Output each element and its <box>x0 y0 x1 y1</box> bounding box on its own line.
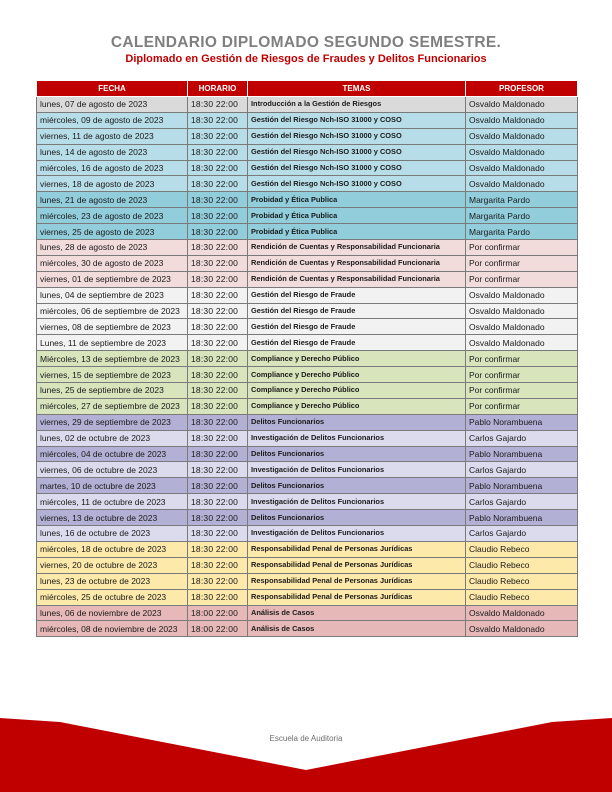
date-cell: lunes, 07 de agosto de 2023 <box>37 97 188 113</box>
time-cell: 18:30 22:00 <box>188 351 248 367</box>
time-cell: 18:30 22:00 <box>188 303 248 319</box>
topic-cell: Compliance y Derecho Público <box>248 351 466 367</box>
topic-cell: Gestión del Riesgo Nch-ISO 31000 y COSO <box>248 144 466 160</box>
topic-cell: Delitos Funcionarios <box>248 478 466 494</box>
professor-cell: Osvaldo Maldonado <box>466 335 578 351</box>
professor-cell: Pablo Norambuena <box>466 510 578 526</box>
professor-cell: Claudio Rebeco <box>466 573 578 589</box>
professor-cell: Carlos Gajardo <box>466 526 578 542</box>
table-row <box>37 541 578 557</box>
time-cell: 18:30 22:00 <box>188 383 248 399</box>
professor-cell: Margarita Pardo <box>466 224 578 240</box>
time-cell: 18:30 22:00 <box>188 478 248 494</box>
table-row <box>37 605 578 621</box>
table-row <box>37 335 578 351</box>
date-cell: miércoles, 08 de noviembre de 2023 <box>37 621 188 637</box>
time-cell: 18:30 22:00 <box>188 192 248 208</box>
topic-cell: Análisis de Casos <box>248 605 466 621</box>
time-cell: 18:30 22:00 <box>188 494 248 510</box>
professor-cell: Osvaldo Maldonado <box>466 176 578 192</box>
professor-cell: Claudio Rebeco <box>466 557 578 573</box>
topic-cell: Rendición de Cuentas y Responsabilidad Funcionaria <box>248 255 466 271</box>
time-cell: 18:30 22:00 <box>188 526 248 542</box>
time-cell: 18:30 22:00 <box>188 510 248 526</box>
table-row <box>37 351 578 367</box>
table-row <box>37 446 578 462</box>
time-cell: 18:30 22:00 <box>188 541 248 557</box>
topic-cell: Probidad y Ética Publica <box>248 208 466 224</box>
date-cell: miércoles, 23 de agosto de 2023 <box>37 208 188 224</box>
time-cell: 18:00 22:00 <box>188 605 248 621</box>
topic-cell: Gestión del Riesgo de Fraude <box>248 287 466 303</box>
date-cell: viernes, 01 de septiembre de 2023 <box>37 271 188 287</box>
table-row <box>37 510 578 526</box>
table-row <box>37 255 578 271</box>
time-cell: 18:30 22:00 <box>188 446 248 462</box>
document-subtitle: Diplomado en Gestión de Riesgos de Fraudes y Delitos Funcionarios <box>125 53 487 65</box>
table-row <box>37 557 578 573</box>
topic-cell: Gestión del Riesgo Nch-ISO 31000 y COSO <box>248 176 466 192</box>
time-cell: 18:30 22:00 <box>188 97 248 113</box>
date-cell: Miércoles, 13 de septiembre de 2023 <box>37 351 188 367</box>
topic-cell: Probidad y Ética Publica <box>248 192 466 208</box>
professor-cell: Por confirmar <box>466 240 578 256</box>
professor-cell: Por confirmar <box>466 255 578 271</box>
professor-cell: Osvaldo Maldonado <box>466 160 578 176</box>
date-cell: Lunes, 11 de septiembre de 2023 <box>37 335 188 351</box>
table-row <box>37 287 578 303</box>
topic-cell: Investigación de Delitos Funcionarios <box>248 526 466 542</box>
table-row <box>37 621 578 637</box>
table-row <box>37 430 578 446</box>
time-cell: 18:30 22:00 <box>188 462 248 478</box>
topic-cell: Probidad y Ética Publica <box>248 224 466 240</box>
professor-cell: Pablo Norambuena <box>466 414 578 430</box>
table-row <box>37 526 578 542</box>
time-cell: 18:30 22:00 <box>188 208 248 224</box>
table-row <box>37 462 578 478</box>
topic-cell: Rendición de Cuentas y Responsabilidad Funcionaria <box>248 240 466 256</box>
professor-cell: Carlos Gajardo <box>466 494 578 510</box>
table-row <box>37 271 578 287</box>
table-header-row <box>37 81 578 97</box>
table-row <box>37 319 578 335</box>
professor-cell: Pablo Norambuena <box>466 446 578 462</box>
time-cell: 18:30 22:00 <box>188 573 248 589</box>
professor-cell: Por confirmar <box>466 351 578 367</box>
time-cell: 18:00 22:00 <box>188 621 248 637</box>
topic-cell: Gestión del Riesgo de Fraude <box>248 335 466 351</box>
time-cell: 18:30 22:00 <box>188 144 248 160</box>
topic-cell: Gestión del Riesgo Nch-ISO 31000 y COSO <box>248 112 466 128</box>
time-cell: 18:30 22:00 <box>188 112 248 128</box>
topic-cell: Compliance y Derecho Público <box>248 398 466 414</box>
date-cell: lunes, 16 de octubre de 2023 <box>37 526 188 542</box>
time-cell: 18:30 22:00 <box>188 255 248 271</box>
professor-cell: Osvaldo Maldonado <box>466 112 578 128</box>
date-cell: miércoles, 27 de septiembre de 2023 <box>37 398 188 414</box>
table-row <box>37 414 578 430</box>
professor-cell: Osvaldo Maldonado <box>466 303 578 319</box>
professor-cell: Claudio Rebeco <box>466 541 578 557</box>
table-row <box>37 383 578 399</box>
topic-cell: Investigación de Delitos Funcionarios <box>248 430 466 446</box>
professor-cell: Osvaldo Maldonado <box>466 97 578 113</box>
date-cell: miércoles, 11 de octubre de 2023 <box>37 494 188 510</box>
time-cell: 18:30 22:00 <box>188 367 248 383</box>
topic-cell: Rendición de Cuentas y Responsabilidad Funcionaria <box>248 271 466 287</box>
time-cell: 18:30 22:00 <box>188 176 248 192</box>
date-cell: viernes, 20 de octubre de 2023 <box>37 557 188 573</box>
date-cell: lunes, 21 de agosto de 2023 <box>37 192 188 208</box>
topic-cell: Gestión del Riesgo de Fraude <box>248 319 466 335</box>
date-cell: martes, 10 de octubre de 2023 <box>37 478 188 494</box>
topic-cell: Análisis de Casos <box>248 621 466 637</box>
time-cell: 18:30 22:00 <box>188 160 248 176</box>
footer-white-wedge <box>0 712 612 792</box>
time-cell: 18:30 22:00 <box>188 335 248 351</box>
table-row <box>37 367 578 383</box>
table-row <box>37 192 578 208</box>
professor-cell: Por confirmar <box>466 383 578 399</box>
professor-cell: Osvaldo Maldonado <box>466 319 578 335</box>
date-cell: lunes, 06 de noviembre de 2023 <box>37 605 188 621</box>
professor-cell: Osvaldo Maldonado <box>466 144 578 160</box>
table-row <box>37 97 578 113</box>
time-cell: 18:30 22:00 <box>188 287 248 303</box>
topic-cell: Gestión del Riesgo de Fraude <box>248 303 466 319</box>
professor-cell: Carlos Gajardo <box>466 430 578 446</box>
time-cell: 18:30 22:00 <box>188 414 248 430</box>
professor-cell: Margarita Pardo <box>466 192 578 208</box>
table-row <box>37 303 578 319</box>
table-row <box>37 478 578 494</box>
time-cell: 18:30 22:00 <box>188 224 248 240</box>
date-cell: miércoles, 06 de septiembre de 2023 <box>37 303 188 319</box>
date-cell: lunes, 28 de agosto de 2023 <box>37 240 188 256</box>
time-cell: 18:30 22:00 <box>188 430 248 446</box>
column-header-temas: TEMAS <box>248 81 466 97</box>
time-cell: 18:30 22:00 <box>188 128 248 144</box>
professor-cell: Osvaldo Maldonado <box>466 605 578 621</box>
table-row <box>37 240 578 256</box>
topic-cell: Gestión del Riesgo Nch-ISO 31000 y COSO <box>248 128 466 144</box>
date-cell: viernes, 08 de septiembre de 2023 <box>37 319 188 335</box>
date-cell: lunes, 14 de agosto de 2023 <box>37 144 188 160</box>
table-row <box>37 112 578 128</box>
schedule-table <box>36 80 578 637</box>
footer-text: Escuela de Auditoria <box>269 734 343 743</box>
professor-cell: Por confirmar <box>466 398 578 414</box>
document-title: CALENDARIO DIPLOMADO SEGUNDO SEMESTRE. <box>110 34 502 51</box>
time-cell: 18:30 22:00 <box>188 319 248 335</box>
date-cell: miércoles, 25 de octubre de 2023 <box>37 589 188 605</box>
table-row <box>37 208 578 224</box>
date-cell: miércoles, 30 de agosto de 2023 <box>37 255 188 271</box>
topic-cell: Delitos Funcionarios <box>248 510 466 526</box>
date-cell: miércoles, 18 de octubre de 2023 <box>37 541 188 557</box>
professor-cell: Por confirmar <box>466 271 578 287</box>
topic-cell: Delitos Funcionarios <box>248 446 466 462</box>
table-row <box>37 128 578 144</box>
date-cell: lunes, 23 de octubre de 2023 <box>37 573 188 589</box>
professor-cell: Claudio Rebeco <box>466 589 578 605</box>
table-row <box>37 589 578 605</box>
table-row <box>37 160 578 176</box>
professor-cell: Osvaldo Maldonado <box>466 621 578 637</box>
time-cell: 18:30 22:00 <box>188 398 248 414</box>
date-cell: viernes, 18 de agosto de 2023 <box>37 176 188 192</box>
topic-cell: Responsabilidad Penal de Personas Jurídicas <box>248 573 466 589</box>
topic-cell: Investigación de Delitos Funcionarios <box>248 494 466 510</box>
table-row <box>37 398 578 414</box>
time-cell: 18:30 22:00 <box>188 240 248 256</box>
date-cell: miércoles, 09 de agosto de 2023 <box>37 112 188 128</box>
date-cell: lunes, 04 de septiembre de 2023 <box>37 287 188 303</box>
professor-cell: Pablo Norambuena <box>466 478 578 494</box>
column-header-fecha: FECHA <box>37 81 188 97</box>
date-cell: viernes, 11 de agosto de 2023 <box>37 128 188 144</box>
time-cell: 18:30 22:00 <box>188 271 248 287</box>
time-cell: 18:30 22:00 <box>188 589 248 605</box>
time-cell: 18:30 22:00 <box>188 557 248 573</box>
table-row <box>37 224 578 240</box>
date-cell: viernes, 15 de septiembre de 2023 <box>37 367 188 383</box>
professor-cell: Margarita Pardo <box>466 208 578 224</box>
column-header-profesor: PROFESOR <box>466 81 578 97</box>
topic-cell: Responsabilidad Penal de Personas Jurídicas <box>248 557 466 573</box>
topic-cell: Introducción a la Gestión de Riesgos <box>248 97 466 113</box>
professor-cell: Carlos Gajardo <box>466 462 578 478</box>
date-cell: miércoles, 04 de octubre de 2023 <box>37 446 188 462</box>
professor-cell: Osvaldo Maldonado <box>466 287 578 303</box>
topic-cell: Gestión del Riesgo Nch-ISO 31000 y COSO <box>248 160 466 176</box>
table-row <box>37 144 578 160</box>
table-row <box>37 494 578 510</box>
date-cell: lunes, 25 de septiembre de 2023 <box>37 383 188 399</box>
topic-cell: Compliance y Derecho Público <box>248 383 466 399</box>
topic-cell: Investigación de Delitos Funcionarios <box>248 462 466 478</box>
topic-cell: Delitos Funcionarios <box>248 414 466 430</box>
topic-cell: Responsabilidad Penal de Personas Jurídicas <box>248 541 466 557</box>
topic-cell: Compliance y Derecho Público <box>248 367 466 383</box>
professor-cell: Osvaldo Maldonado <box>466 128 578 144</box>
date-cell: viernes, 06 de octubre de 2023 <box>37 462 188 478</box>
date-cell: miércoles, 16 de agosto de 2023 <box>37 160 188 176</box>
date-cell: lunes, 02 de octubre de 2023 <box>37 430 188 446</box>
date-cell: viernes, 13 de octubre de 2023 <box>37 510 188 526</box>
table-row <box>37 573 578 589</box>
table-row <box>37 176 578 192</box>
topic-cell: Responsabilidad Penal de Personas Jurídicas <box>248 589 466 605</box>
schedule-body <box>37 97 578 637</box>
professor-cell: Por confirmar <box>466 367 578 383</box>
date-cell: viernes, 29 de septiembre de 2023 <box>37 414 188 430</box>
date-cell: viernes, 25 de agosto de 2023 <box>37 224 188 240</box>
column-header-horario: HORARIO <box>188 81 248 97</box>
